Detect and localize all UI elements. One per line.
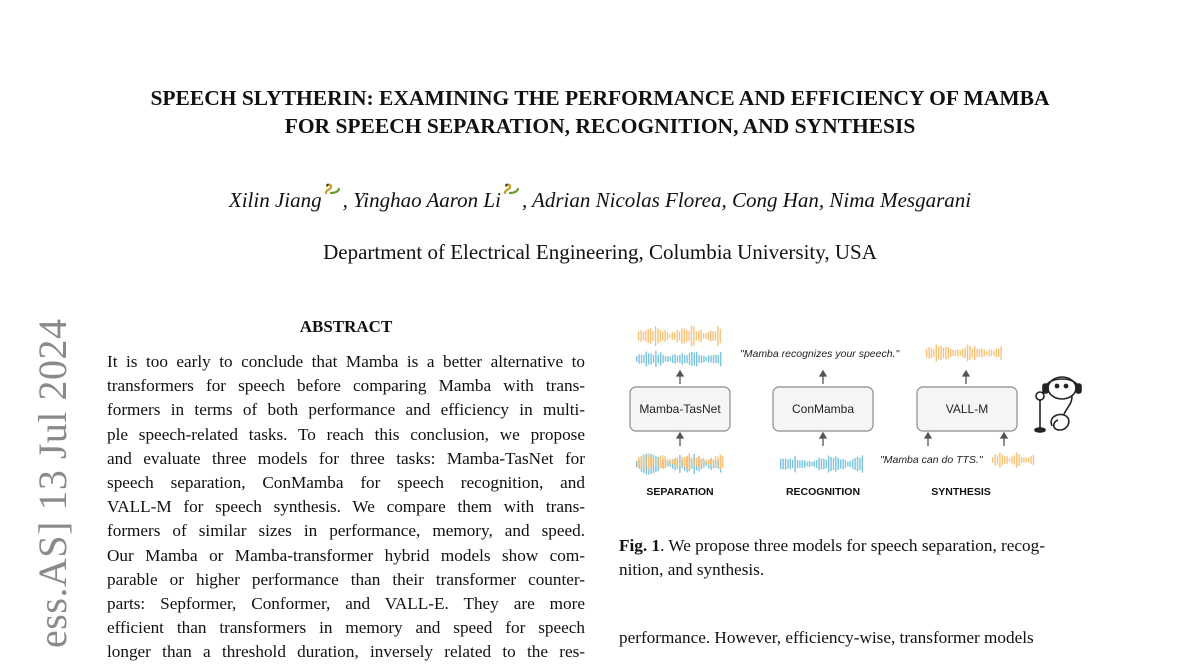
waveform-bar (636, 461, 637, 467)
figure-1-diagram (620, 316, 1100, 506)
waveform-bar (972, 349, 973, 358)
waveform-bar (698, 331, 699, 342)
waveform-bar (662, 455, 663, 469)
waveform-bar (669, 459, 670, 465)
waveform-bar (667, 459, 668, 464)
waveform-bar (710, 330, 711, 341)
abstract-line: efficient than transformers in memory and speed for speech (107, 618, 585, 638)
waveform-bar (677, 356, 678, 363)
waveform-bar (802, 460, 803, 468)
waveform-bar (981, 348, 982, 358)
waveform-bar (948, 347, 949, 359)
waveform-bar (984, 350, 985, 356)
waveform-bar (780, 459, 781, 469)
waveform-bar (638, 331, 639, 340)
waveform-bar (811, 462, 812, 466)
waveform-bar (952, 350, 953, 356)
waveform-bar (1009, 458, 1010, 462)
waveform-bar (655, 326, 656, 346)
waveform-bar (664, 330, 665, 342)
waveform-bar (701, 355, 702, 363)
abstract-line: It is too early to conclude that Mamba is a better alternative to (107, 352, 585, 371)
waveform-bar (1021, 457, 1022, 463)
waveform-bar (660, 330, 661, 342)
waveform-bar (665, 356, 666, 361)
figure-caption (619, 534, 1099, 582)
waveform-bar (698, 456, 699, 469)
waveform-bar (691, 352, 692, 366)
waveform-bar (943, 348, 944, 359)
waveform-bar (1033, 455, 1034, 466)
quote-recognize: "Mamba recognizes your speech." (740, 348, 900, 360)
waveform-bar (938, 346, 939, 359)
waveform-bar (703, 333, 704, 338)
waveform-bar (674, 459, 675, 465)
waveform-bar (835, 456, 836, 471)
waveform-bar (854, 458, 855, 470)
waveform-bar (960, 351, 961, 356)
vall-m-label: VALL-M (945, 402, 989, 416)
waveform-bar (830, 457, 831, 471)
waveform-bar (1018, 454, 1019, 466)
arxiv-stamp: ess.AS] 13 Jul 2024 (30, 318, 75, 648)
waveform-bar (1028, 458, 1029, 463)
waveform-bar (645, 331, 646, 342)
waveform-bar (696, 458, 697, 465)
waveform-bar (992, 457, 993, 462)
waveform-bar (694, 353, 695, 366)
waveform-bar (838, 458, 839, 470)
waveform-bar (674, 354, 675, 363)
waveform-bar (669, 334, 670, 338)
waveform-bar (686, 355, 687, 363)
waveform-bar (988, 350, 989, 357)
waveform-bar (674, 332, 675, 339)
abstract-line: parable or higher performance than their transformer counter- (107, 569, 585, 589)
waveform-bar (717, 326, 718, 346)
waveform-bar (787, 459, 788, 468)
waveform-bar (700, 330, 701, 343)
waveform-bar (785, 458, 786, 470)
waveform-bar (706, 357, 707, 362)
body-text-right: performance. However, efficiency-wise, transformer models (619, 628, 1034, 647)
title-line-1: SPEECH SLYTHERIN: EXAMINING THE PERFORMANCE AND EFFICIENCY OF MAMBA (150, 86, 1050, 110)
waveform-bar (986, 351, 987, 355)
waveform-bar (847, 462, 848, 466)
separation-label: SEPARATION (646, 486, 714, 498)
waveform-bar (955, 350, 956, 356)
author-2: , Yinghao Aaron Li (342, 188, 501, 212)
waveform-bar (652, 331, 653, 341)
snake-mascot-icon (1035, 377, 1081, 432)
waveform-bar (652, 458, 653, 466)
abstract-line: parts: Sepformer, Conformer, and VALL-E. They are more (107, 593, 585, 613)
caption-label: Fig. 1 (619, 536, 661, 555)
waveform-bar (638, 354, 639, 363)
caption-line-2: nition, and synthesis. (619, 560, 765, 580)
waveform-bar (684, 355, 685, 363)
waveform-bar (1030, 456, 1031, 464)
waveform-bar (641, 355, 642, 364)
waveform-bar (688, 331, 689, 340)
waveform-bar (688, 453, 689, 471)
waveform-bar (703, 356, 704, 362)
waveform-bar (658, 355, 659, 364)
caption-text-1: . We propose three models for speech separation, recog- (660, 536, 1045, 555)
waveform-bar (679, 331, 680, 340)
waveform-bar (717, 457, 718, 468)
waveform-bar (782, 459, 783, 470)
waveform-bar (976, 349, 977, 357)
waveform-bar (708, 459, 709, 464)
waveform-bar (718, 355, 719, 364)
author-rest: , Adrian Nicolas Florea, Cong Han, Nima Mesgarani (521, 188, 972, 212)
waveform-bar (1000, 346, 1001, 360)
waveform-bar (790, 459, 791, 470)
waveform-bar (681, 457, 682, 468)
abstract-line: ple speech-related tasks. To reach this conclusion, we propose (107, 424, 585, 444)
paper-title (60, 84, 1140, 140)
waveform-bar (676, 458, 677, 467)
waveform-bar (833, 458, 834, 470)
waveform-bar (684, 457, 685, 467)
waveform-bar (998, 349, 999, 357)
waveform-bar (969, 346, 970, 360)
waveform-bar (648, 329, 649, 343)
abstract-line: formers of similar sizes in performance, memory, and speed. (107, 521, 585, 541)
waveform-bar (672, 355, 673, 363)
waveform-bar (691, 326, 692, 346)
author-1: Xilin Jiang (228, 188, 322, 212)
waveform-bar (931, 348, 932, 358)
waveform-bar (957, 349, 958, 356)
abstract-line: and evaluate three models for three tasks: Mamba-TasNet for (107, 448, 585, 468)
waveform-bar (792, 460, 793, 468)
abstract-line: longer than a threshold duration, inversely related to the res- (107, 642, 585, 662)
quote-tts: "Mamba can do TTS." (880, 454, 983, 466)
waveform-bar (928, 347, 929, 359)
waveform-bar (962, 349, 963, 358)
waveform-bar (859, 458, 860, 470)
waveform-bar (662, 355, 663, 363)
waveform-bar (693, 457, 694, 467)
waveform-bar (705, 333, 706, 338)
waveform-bar (993, 351, 994, 356)
waveform-bar (655, 458, 656, 467)
waveform-bar (809, 461, 810, 468)
waveform-bar (862, 455, 863, 473)
waveform-bar (689, 353, 690, 365)
waveform-bar (799, 460, 800, 467)
waveform-bar (691, 457, 692, 467)
waveform-bar (648, 354, 649, 365)
waveform-bar (850, 461, 851, 467)
waveform-bar (664, 456, 665, 468)
waveform-bar (974, 346, 975, 360)
author-list (60, 181, 1140, 215)
waveform-bar (710, 459, 711, 465)
waveform-bar (852, 459, 853, 469)
waveform-bar (676, 330, 677, 343)
waveform-bar (828, 456, 829, 473)
waveform-bar (643, 355, 644, 363)
waveform-bar (842, 459, 843, 470)
waveform-bar (814, 461, 815, 467)
waveform-bar (845, 460, 846, 468)
waveform-bar (999, 453, 1000, 468)
waveform-bar (662, 331, 663, 340)
abstract-line: speech separation, ConMamba for speech recognition, and (107, 472, 585, 492)
snake-icon (323, 181, 341, 195)
waveform-bar (1006, 456, 1007, 464)
waveform-bar (672, 460, 673, 464)
waveform-bar (715, 355, 716, 363)
waveform-bar (710, 356, 711, 363)
waveform-bar (806, 462, 807, 467)
waveform-bar (720, 455, 721, 470)
waveform-bar (818, 458, 819, 471)
waveform-bar (1011, 457, 1012, 464)
waveform-bar (994, 454, 995, 465)
abstract-line: transformers for speech before comparing Mamba with trans- (107, 376, 585, 396)
waveform-bar (682, 353, 683, 364)
waveform-bar (703, 458, 704, 466)
waveform-bar (660, 456, 661, 469)
waveform-bar (715, 331, 716, 340)
waveform-bar (816, 460, 817, 468)
waveform-bar (926, 349, 927, 358)
waveform-bar (936, 344, 937, 361)
waveform-bar (715, 456, 716, 468)
waveform-bar (679, 355, 680, 363)
waveform-bar (672, 332, 673, 340)
abstract-line: VALL-M for speech synthesis. We compare them with trans- (107, 497, 585, 517)
waveform-bar (655, 351, 656, 367)
waveform-bar (648, 453, 649, 470)
waveform-bar (650, 328, 651, 343)
affiliation: Department of Electrical Engineering, Columbia University, USA (323, 240, 877, 264)
waveform-bar (686, 456, 687, 467)
waveform-bar (693, 326, 694, 346)
conmamba-label: ConMamba (791, 402, 855, 416)
abstract-line: Our Mamba or Mamba-transformer hybrid models show com- (107, 545, 585, 565)
waveform-bar (681, 329, 682, 344)
abstract-body (107, 350, 585, 664)
waveform-bar (967, 345, 968, 362)
waveform-bar (679, 459, 680, 466)
waveform-bar (712, 331, 713, 340)
waveform-bar (653, 355, 654, 363)
waveform-bar (979, 349, 980, 357)
waveform-bar (657, 328, 658, 343)
waveform-bar (643, 332, 644, 341)
waveform-bar (1002, 454, 1003, 465)
waveform-bar (667, 356, 668, 362)
waveform-bar (1016, 453, 1017, 468)
waveform-bar (660, 353, 661, 366)
waveform-bar (712, 460, 713, 465)
waveform-bar (650, 354, 651, 365)
waveform-bar (720, 329, 721, 343)
synthesis-label: SYNTHESIS (931, 486, 991, 498)
waveform-bar (722, 456, 723, 467)
waveform-bar (940, 346, 941, 360)
title-line-2: FOR SPEECH SEPARATION, RECOGNITION, AND SYNTHESIS (284, 114, 916, 138)
waveform-bar (636, 356, 637, 362)
waveform-bar (996, 349, 997, 358)
abstract-heading: ABSTRACT (299, 317, 393, 336)
waveform-bar (667, 332, 668, 340)
waveform-bar (823, 459, 824, 470)
waveform-bar (857, 457, 858, 472)
waveform-bar (638, 457, 639, 467)
waveform-bar (933, 349, 934, 356)
caption-line-1 (619, 534, 1099, 558)
waveform-bar (826, 460, 827, 468)
waveform-bar (650, 457, 651, 467)
waveform-bar (713, 355, 714, 363)
waveform-bar (991, 350, 992, 357)
waveform-bar (1026, 458, 1027, 463)
mamba-tasnet-label: Mamba-TasNet (639, 402, 721, 416)
waveform-bar (708, 355, 709, 362)
recognition-label: RECOGNITION (785, 486, 861, 498)
waveform-bar (646, 352, 647, 367)
abstract-line: formers in terms of both performance and efficiency in multi- (107, 400, 585, 420)
waveform-bar (684, 329, 685, 344)
waveform-bar (657, 458, 658, 466)
waveform-bar (696, 352, 697, 367)
waveform-bar (1004, 456, 1005, 464)
waveform-bar (997, 456, 998, 465)
waveform-bar (821, 459, 822, 470)
waveform-bar (640, 456, 641, 467)
waveform-bar (794, 456, 795, 473)
snake-icon (502, 181, 520, 195)
waveform-bar (708, 332, 709, 340)
waveform-bar (720, 352, 721, 367)
waveform-bar (840, 460, 841, 469)
waveform-bar (696, 332, 697, 341)
waveform-bar (670, 357, 671, 362)
waveform-bar (640, 330, 641, 342)
waveform-bar (945, 346, 946, 359)
waveform-bar (700, 459, 701, 466)
waveform-bar (1023, 457, 1024, 462)
waveform-bar (964, 348, 965, 359)
waveform-bar (1014, 455, 1015, 464)
waveform-bar (797, 460, 798, 468)
waveform-bar (643, 455, 644, 470)
waveform-bar (645, 457, 646, 467)
waveform-bar (804, 460, 805, 468)
waveform-bar (698, 355, 699, 363)
waveform-bar (950, 349, 951, 357)
waveform-bar (686, 330, 687, 341)
waveform-bar (705, 460, 706, 465)
